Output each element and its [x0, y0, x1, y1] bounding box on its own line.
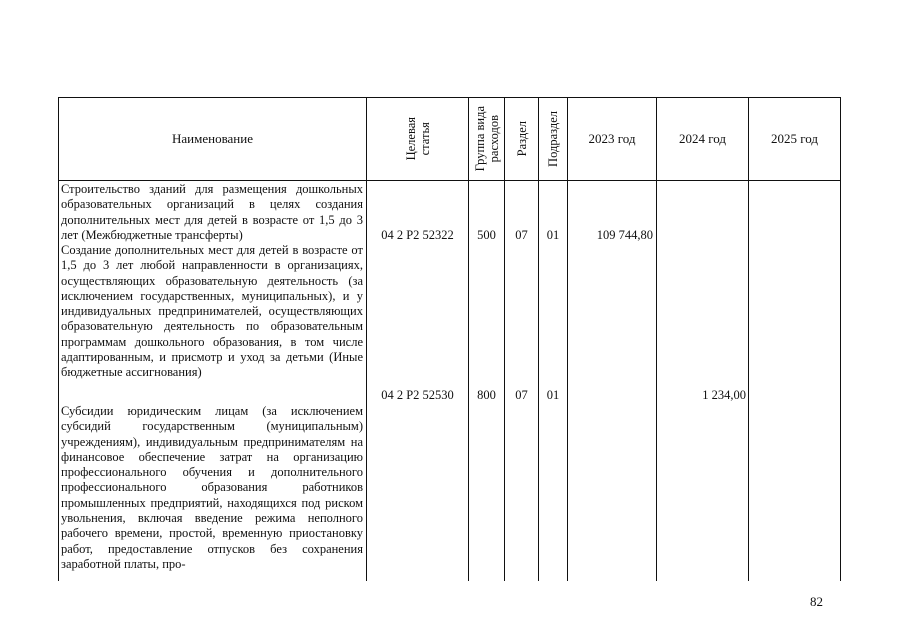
header-2023	[568, 98, 656, 180]
row1-2023: 109 744,80	[596, 228, 653, 242]
row1-subsection: 01	[546, 228, 560, 242]
header-group-text	[473, 106, 501, 171]
header-section-text: Раздел	[514, 121, 529, 157]
header-2024	[657, 98, 748, 180]
row2-2024: 1 234,00	[702, 388, 746, 402]
page-number: 82	[810, 594, 823, 609]
header-group-line1: Группа вида	[472, 106, 487, 172]
header-target	[367, 98, 468, 180]
header-target-text	[404, 117, 432, 160]
row3-description: Субсидии юридическим лицам (за исключением субсидий государственным (муниципальным) учреждениям), индивидуальным предпринимателям на финансовое обеспечение затрат на организацию профессионального обучения и дополнительного профессионального образования работников промышленных предприятий, находящихся под риском увольнения, включая введение режима неполного рабочего времени, простой, временную приостановку работ, предоставление отпусков без сохранения заработной платы, про-	[61, 404, 363, 571]
row1-section: 07	[515, 228, 528, 242]
header-group	[469, 98, 504, 180]
row1-group: 500	[477, 228, 496, 242]
header-name	[59, 98, 366, 180]
row2-group: 800	[477, 388, 496, 402]
header-2025-text: 2025 год	[771, 131, 818, 146]
row1-description: Строительство зданий для размещения дошкольных образовательных организаций в целях создания дополнительных мест для детей в возрасте от 1,5 до 3 лет (Межбюджетные трансферты)	[61, 182, 363, 242]
row2-description: Создание дополнительных мест для детей в возрасте от 1,5 до 3 лет любой направленности в организациях, осуществляющих образовательную деятельность (за исключением государственных, муниципальных), и у индивидуальных предпринимателей, осуществляющих образовательную деятельность по образовательным программам дошкольного образования, в том числе адаптированным, и присмотр и уход за детьми (Иные бюджетные ассигнования)	[61, 243, 363, 380]
header-2023-text: 2023 год	[588, 131, 636, 146]
row2-subsection: 01	[546, 388, 560, 402]
budget-table	[58, 97, 841, 581]
header-target-line2: статья	[417, 122, 432, 156]
row1-target: 04 2 P2 52322	[381, 228, 454, 242]
row2-section: 07	[515, 388, 528, 402]
header-2024-text: 2024 год	[679, 131, 726, 146]
header-subsection-text: Подраздел	[546, 111, 560, 167]
header-section	[505, 98, 538, 180]
header-group-line2: расходов	[486, 115, 501, 163]
header-target-line1: Целевая	[403, 117, 418, 161]
header-2025	[749, 98, 840, 180]
header-name-text: Наименование	[172, 131, 253, 146]
row2-target: 04 2 P2 52530	[381, 388, 454, 402]
header-subsection	[539, 98, 567, 180]
header-bottom-border	[58, 180, 841, 181]
col-line-right	[840, 97, 841, 581]
